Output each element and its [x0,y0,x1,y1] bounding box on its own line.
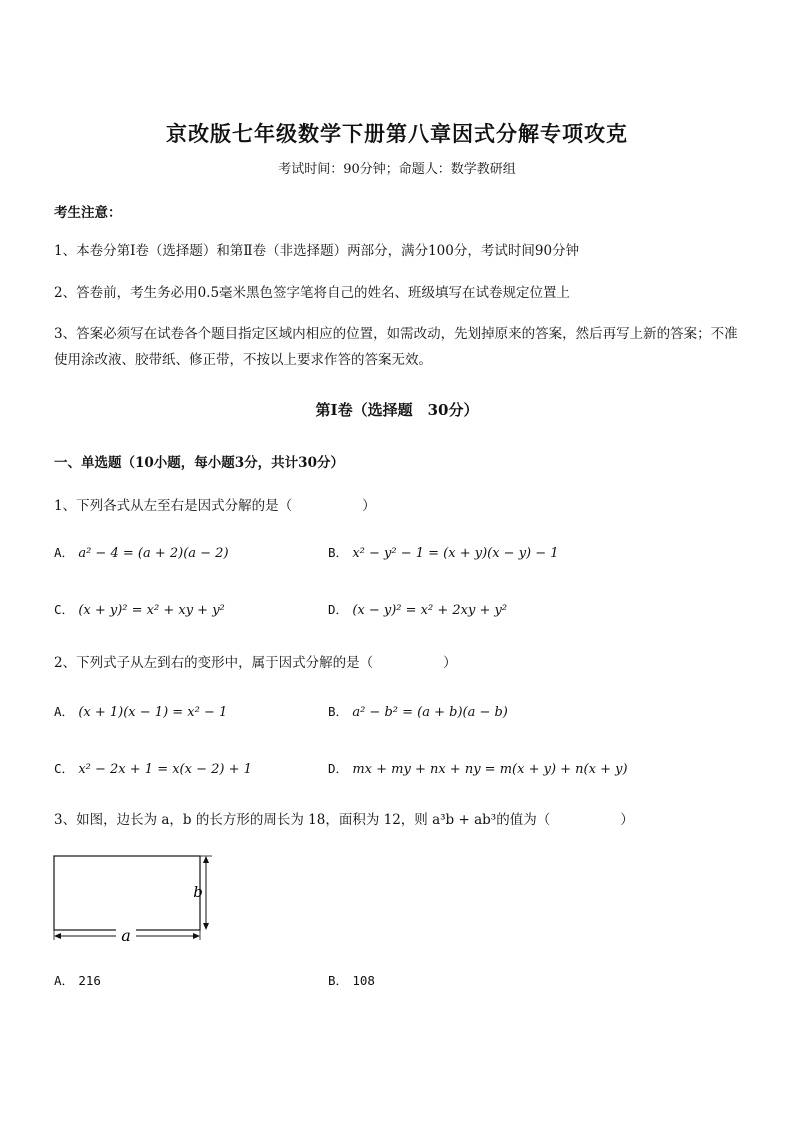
option-a[interactable]: A． 216 [54,973,101,988]
question-stem-text: 1、下列各式从左至右是因式分解的是（ [54,498,293,514]
notice-heading: 考生注意： [54,205,122,221]
option-d[interactable]: D． mx + my + nx + ny = m(x + y) + n(x + y) [328,761,628,777]
question-stem-text: 3、如图，边长为 a，b 的长方形的周长为 18，面积为 12，则 a³b + ab³的值为（ [54,812,551,828]
notice-item: 1、本卷分第Ⅰ卷（选择题）和第Ⅱ卷（非选择题）两部分，满分100分，考试时间90分钟 [54,243,580,259]
option-c[interactable]: C． x² − 2x + 1 = x(x − 2) + 1 [54,761,252,777]
question-1-stem: 1、下列各式从左至右是因式分解的是（ ） [54,498,376,514]
option-b[interactable]: B． x² − y² − 1 = (x + y)(x − y) − 1 [328,545,559,561]
label-b: b [193,883,203,901]
arrow-left-icon [54,933,61,939]
option-expression: (x + 1)(x − 1) = x² − 1 [78,705,228,720]
option-b[interactable]: B． 108 [328,973,375,988]
exam-info: 考试时间：90分钟；命题人：数学教研组 [278,162,516,177]
option-b[interactable]: B． a² − b² = (a + b)(a − b) [328,704,508,720]
option-expression: x² − 2x + 1 = x(x − 2) + 1 [78,762,252,777]
rectangle-shape [54,856,200,930]
notice-item: 2、答卷前，考生务必用0.5毫米黑色签字笔将自己的姓名、班级填写在试卷规定位置上 [54,285,571,301]
option-expression: a² − 4 = (a + 2)(a − 2) [78,546,229,561]
question-2-stem: 2、下列式子从左到右的变形中，属于因式分解的是（ ） [54,655,457,671]
option-expression: a² − b² = (a + b)(a − b) [352,705,508,720]
option-c[interactable]: C． (x + y)² = x² + xy + y² [54,602,225,618]
option-value: 216 [78,973,101,988]
option-expression: x² − y² − 1 = (x + y)(x − y) − 1 [352,546,559,561]
option-value: 108 [352,973,375,988]
page-title: 京改版七年级数学下册第八章因式分解专项攻克 [166,121,628,146]
notice-item: 3、答案必须写在试卷各个题目指定区域内相应的位置，如需改动，先划掉原来的答案，然后再写上新的答案；不准使用涂改液、胶带纸、修正带，不按以上要求作答的答案无效。 [54,326,738,368]
rectangle-diagram [50,850,220,942]
question-stem-text: 2、下列式子从左到右的变形中，属于因式分解的是（ [54,655,374,671]
option-expression: (x + y)² = x² + xy + y² [78,603,225,618]
option-expression: mx + my + nx + ny = m(x + y) + n(x + y) [352,762,628,777]
arrow-up-icon [203,856,209,863]
label-a: a [121,926,131,942]
option-d[interactable]: D． (x − y)² = x² + 2xy + y² [328,602,508,618]
rectangle-figure [50,850,220,946]
option-expression: (x − y)² = x² + 2xy + y² [352,603,508,618]
arrow-down-icon [203,923,209,930]
option-a[interactable]: A． (x + 1)(x − 1) = x² − 1 [54,704,228,720]
arrow-right-icon [193,933,200,939]
option-a[interactable]: A． a² − 4 = (a + 2)(a − 2) [54,545,229,561]
question-3-stem: 3、如图，边长为 a，b 的长方形的周长为 18，面积为 12，则 a³b + ab³的值为（ ） [54,812,634,828]
section-heading: 一、单选题（10小题，每小题3分，共计30分） [54,455,344,471]
part-heading: 第Ⅰ卷（选择题 30分） [315,401,479,419]
